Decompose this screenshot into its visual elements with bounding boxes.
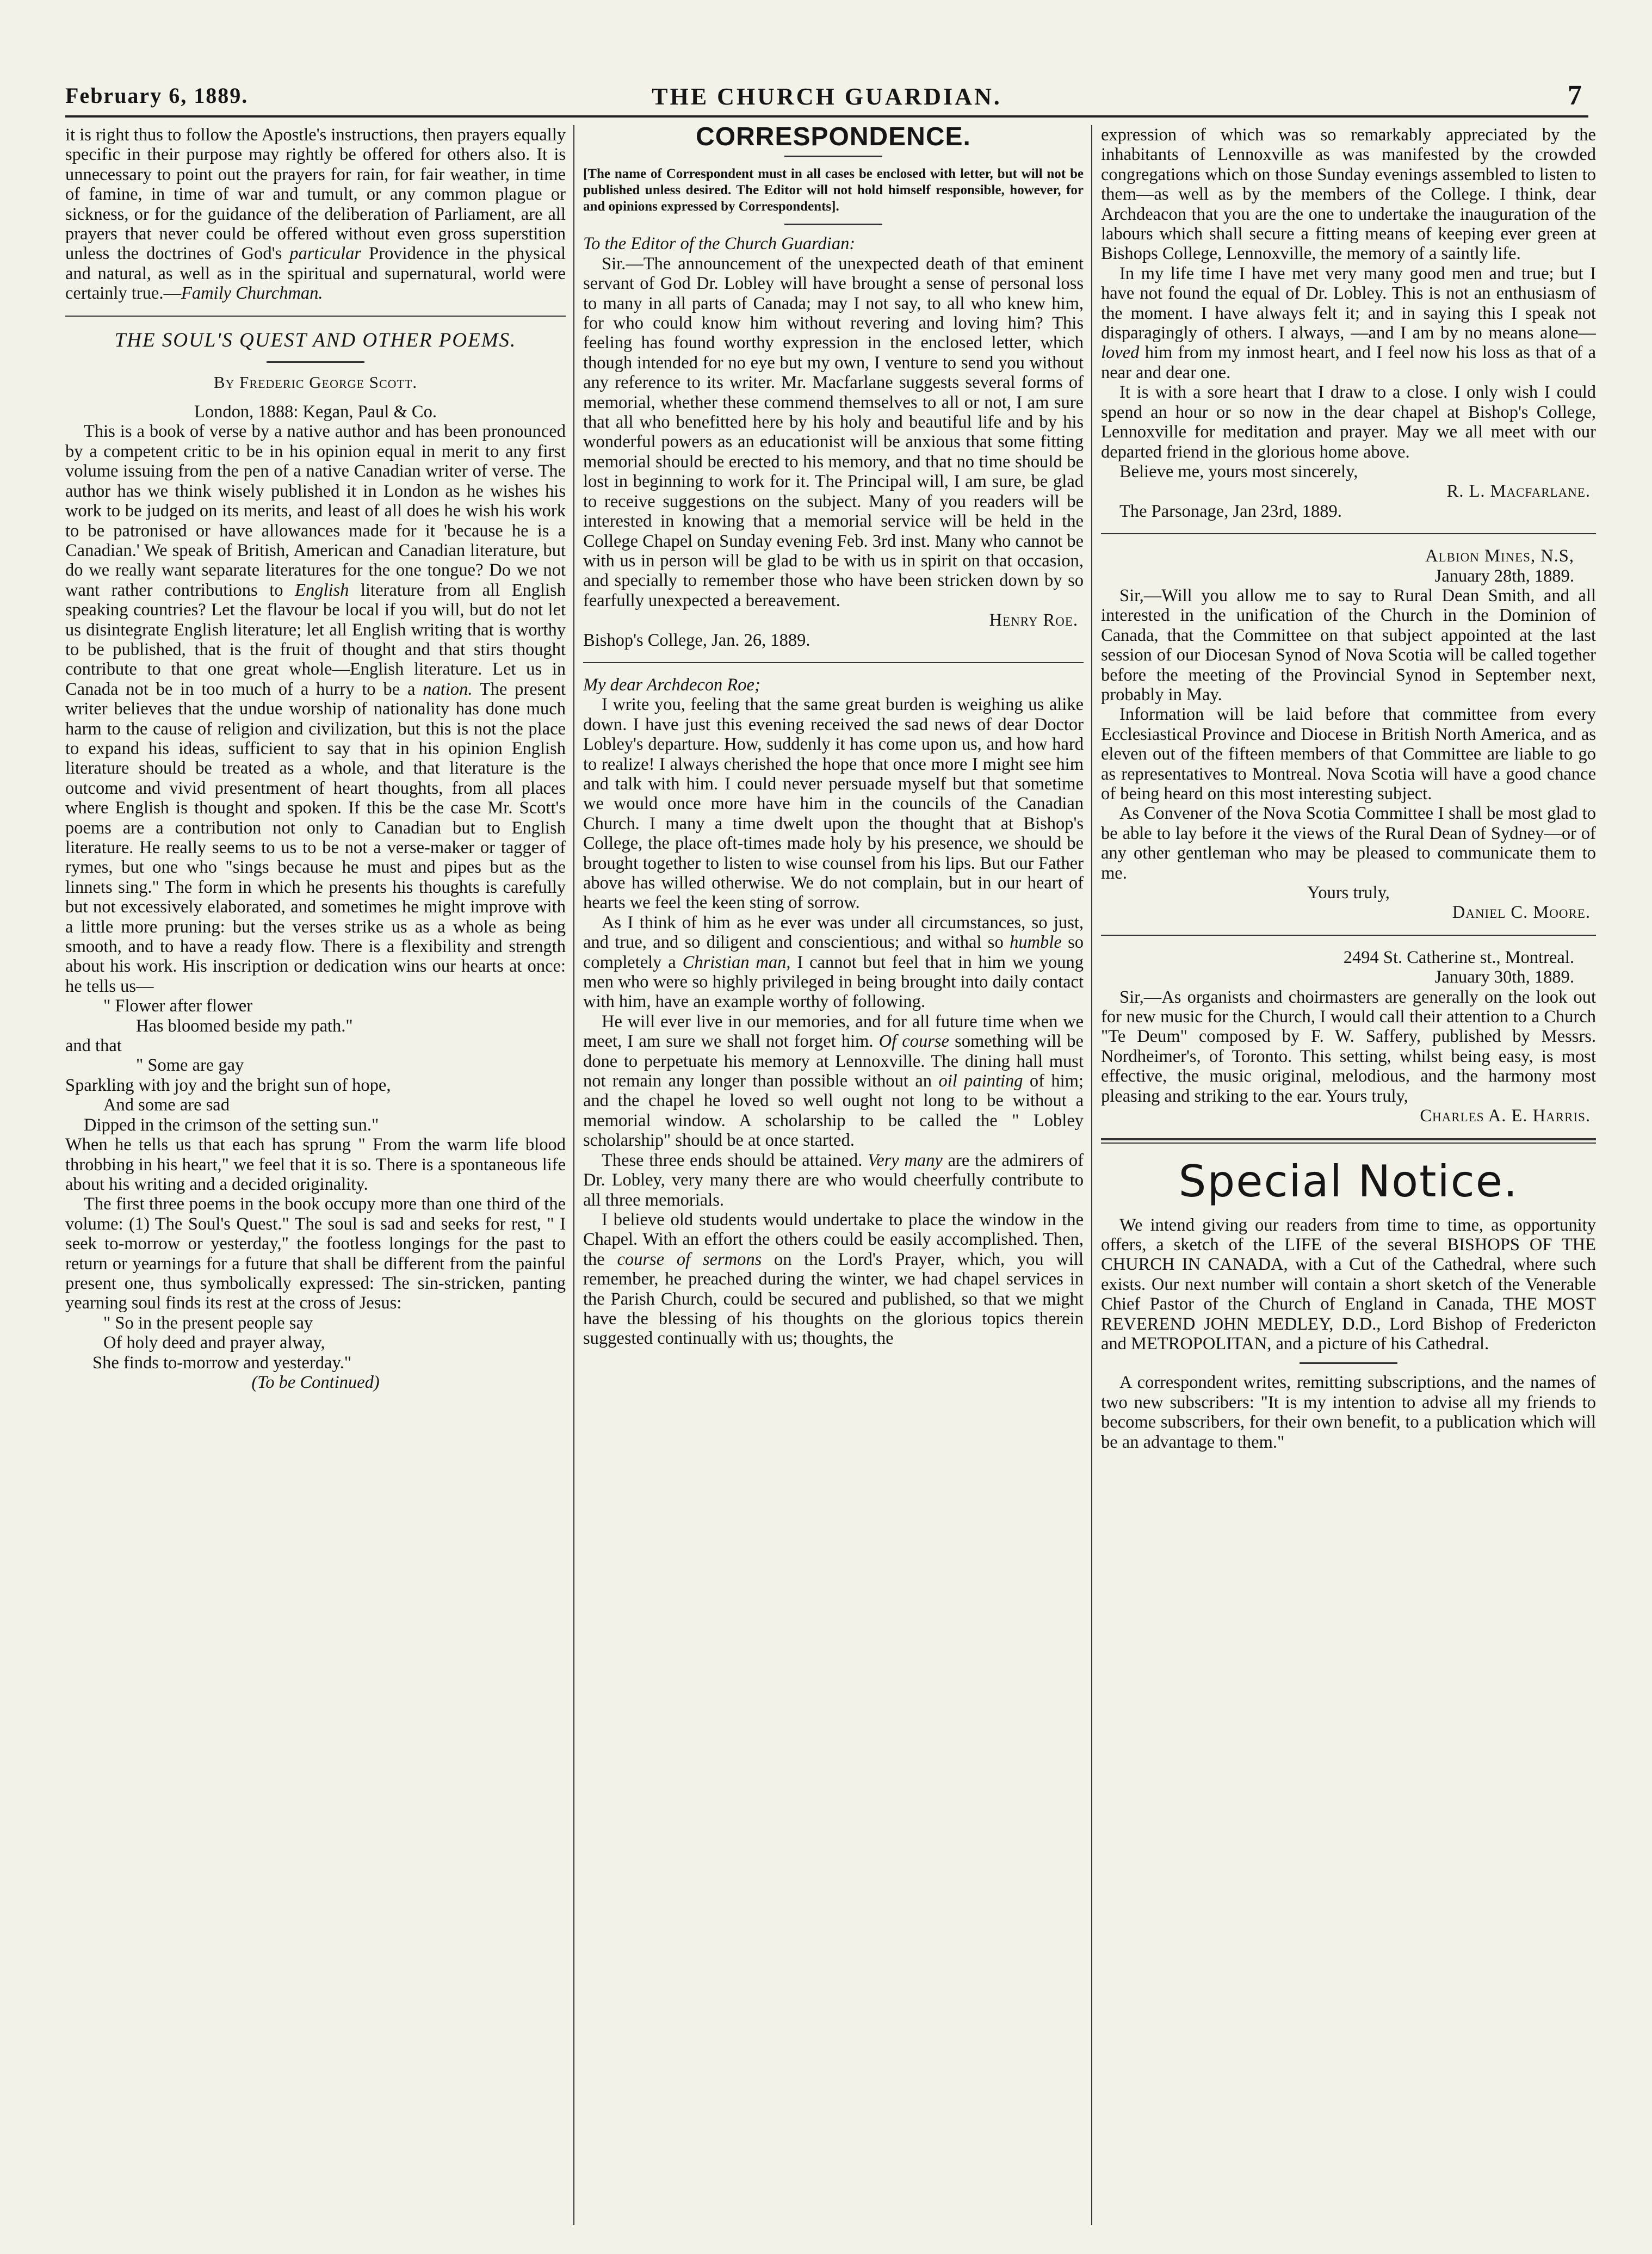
section-divider — [65, 316, 566, 317]
letter-date: January 30th, 1889. — [1434, 967, 1574, 987]
verse-line: She finds to-morrow and yesterday." — [92, 1353, 351, 1373]
letter-salutation: My dear Archdecon Roe; — [583, 675, 760, 695]
publisher-line: London, 1888: Kegan, Paul & Co. — [194, 402, 437, 422]
letter-paragraph: It is with a sore heart that I draw to a close. I only wish I could spend an hour or so now in the dear chapel at Bishop's College, Lennoxville for meditation and prayer. May we all meet with our departed friend in the glorious home above. — [1101, 382, 1596, 462]
verse-line: Sparkling with joy and the bright sun of hope, — [65, 1075, 391, 1095]
verse-line: " Flower after flower — [103, 996, 253, 1016]
letter-address: 2494 St. Catherine st., Montreal. — [1343, 947, 1574, 967]
letter-paragraph: In my life time I have met very many good men and true; but I have not found the equal of Dr. Lobley. This is not an enthusiasm of the moment. I have always felt it; and in saying this I speak not disparagingly of others. I always, —and I am by no means alone—loved him from my inmost heart, and I feel now his loss as that of a near and dear one. — [1101, 263, 1596, 382]
letter-paragraph: expression of which was so remarkably appreciated by the inhabitants of Lennoxville as was manifested by the crowded congregations which on those Sunday evenings assembled to listen to them—as well as by the members of the College. I think, dear Archdeacon that you are the one to undertake the inauguration of the labours which shall secure a fitting means of keeping ever green at Bishops College, Lennoxville, the memory of a saintly life. — [1101, 125, 1596, 264]
special-notice-paragraph: We intend giving our readers from time to time, as opportunity offers, a sketch of the LIFE of the several BISHOPS OF THE CHURCH IN CANADA, with a Cut of the Cathedral, where such exists. Our next number will contain a short sketch of the Venerable Chief Pastor of the Church of England in Canada, THE MOST REVEREND JOHN MEDLEY, D.D., Lord Bishop of Fredericton and METROPOLITAN, and a picture of his Cathedral. — [1101, 1215, 1596, 1354]
letter-closing: Believe me, yours most sincerely, — [1119, 461, 1358, 481]
heading-rule — [784, 156, 882, 157]
letter-place-date: Bishop's College, Jan. 26, 1889. — [583, 630, 810, 650]
column-left — [65, 125, 566, 2225]
letter-paragraph: Sir.—The announcement of the unexpected death of that eminent servant of God Dr. Lobley will have brought a sense of personal loss to many in all parts of Canada; may I not say, to all who knew him, for who could know him without revering and loving him? This feeling has found worthy expression in the enclosed letter, which though intended for no eye but my own, I venture to send you without any reference to its writer. Mr. Macfarlane suggests several forms of memorial, whether these commend themselves to all or not, I am sure that all who benefitted here by his holy and beautiful life and by his wonderful powers as an educationist will be anxious that some fitting memorial should be erected to his memory, and that no time should be lost in beginning to work for it. The Principal will, I am sure, be glad to receive suggestions on the subject. Many of you readers will be interested in knowing that a memorial service will be held in the College Chapel on Sunday evening Feb. 3rd inst. Many who cannot be with us in person will be glad to be with us in spirit on that occasion, and specially to remember those who have been stricken down by so fearfully unexpected a bereavement. — [583, 254, 1084, 610]
notice-divider — [1101, 1143, 1596, 1144]
letter-paragraph: As I think of him as he ever was under all circumstances, so just, and true, and so diligent and conscientious; and withal so humble so completely a Christian man, I cannot but feel that in him we young men who were so highly privileged in being brought into daily contact with him, have an example worthy of following. — [583, 912, 1084, 1012]
letter-paragraph: These three ends should be attained. Very many are the admirers of Dr. Lobley, very many there are who would cheerfully contribute to all three memorials. — [583, 1150, 1084, 1210]
letter-paragraph: I believe old students would undertake to place the window in the Chapel. With an effort the others could be easily accomplished. Then, the course of sermons on the Lord's Prayer, which, you will remember, he preached during the winter, we had chapel services in the Parish Church, could be secured and published, so that we might have the blessing of his thoughts on the glorious topics therein suggested continually with us; thoughts, the — [583, 1209, 1084, 1349]
letter-paragraph: As Convener of the Nova Scotia Committee I shall be most glad to be able to lay before it the views of the Rural Dean of Sydney—or of any other gentleman who may be pleased to communicate them to me. — [1101, 804, 1596, 883]
masthead — [65, 76, 1588, 118]
letter-address: Albion Mines, N.S, — [1425, 546, 1574, 566]
intro-paragraph: it is right thus to follow the Apostle's instructions, then prayers equally specific in their purpose may rightly be offered for others also. It is unnecessary to point out the prayers for rain, for fair weather, in time of famine, in time of war and tumult, or any common plague or sickness, or for the guidance of the deliberation of Parliament, are all prayers that never could be offered without even gross superstition unless the doctrines of God's particular Providence in the physical and natural, as well as in the spiritual and supernatural, world were certainly true.—Family Churchman. — [65, 125, 566, 304]
letter-signature: Charles A. E. Harris. — [1420, 1106, 1591, 1126]
verse-line: " So in the present people say — [103, 1313, 313, 1333]
special-notice-heading: Special Notice. — [1178, 1156, 1519, 1207]
letter-paragraph: Sir,—Will you allow me to say to Rural Dean Smith, and all interested in the unification of the Church in the Dominion of Canada, that the Committee on that subject appointed at the last session of our Diocesan Synod of Nova Scotia will be called together before the meeting of the Provincial Synod in September next, probably in May. — [1101, 585, 1596, 705]
letter-closing: Yours truly, — [1307, 883, 1390, 903]
review-paragraph-1: This is a book of verse by a native author and has been pronounced by a competent critic to be in his opinion equal in merit to any first volume issuing from the pen of a native Canadian writer of verse. The author has we think wisely published it in London as he wishes his work to be judged on its merits, and least of all does he wish his work to be patronised or have allowances made for it 'because he is a Canadian.' We speak of British, American and Canadian literature, but do we really want separate literatures for the one tongue? Do we not want rather contributions to English literature from all English speaking countries? Let the flavour be local if you will, but do not let us disintegrate English literature; let all English writing that is worthy to be published, that is the fruit of thought and that stirs thought contribute to that one great whole—English literature. Let us in Canada not be in too much of a hurry to be a nation. The present writer believes that the undue worship of nationality has done much harm to the cause of religion and civilization, but this is not the place to expand his ideas, sufficient to say that in his opinion English literature should be treated as a whole, and that literature is the outcome and vivid presentment of heart thoughts, from all places where English is thought and spoken. If this be the case Mr. Scott's poems are a contribution not only to Canadian but to English literature. He really seems to us to be not a verse-maker or tagger of rymes, but one who "sings because he must and pipes but as the linnets sing." The form in which he presents his thoughts is carefully but not excessively elaborated, and sometimes he might improve with a little more pruning: but the verses strike us as a whole as being smooth, and to have a ready flow. There is a flexibility and strength about his work. His inscription or dedication wins our hearts at once: he tells us— — [65, 422, 566, 996]
correspondence-heading: CORRESPONDENCE. — [696, 125, 971, 151]
letter-divider — [1101, 935, 1596, 936]
newspaper-title: THE CHURCH GUARDIAN. — [652, 83, 1002, 110]
letter-divider — [583, 662, 1084, 663]
column-rule-2 — [1091, 125, 1092, 2225]
verse-line: Dipped in the crimson of the setting sun." — [84, 1115, 379, 1135]
verse-line: Of holy deed and prayer alway, — [103, 1333, 325, 1353]
notice-rule — [784, 224, 882, 225]
letter-divider — [1101, 533, 1596, 534]
review-paragraph-3: The first three poems in the book occupy more than one third of the volume: (1) The Soul's Quest." The soul is sad and seeks for rest, " I seek to-morrow or yesterday," the footless longings for the past to return or yearnings for a future that shall be different from the painful present one, thus symbolically expressed: The sin-stricken, panting yearning soul finds its rest at the cross of Jesus: — [65, 1194, 566, 1313]
editor-notice: [The name of Correspondent must in all cases be enclosed with letter, but will not be published unless desired. The Editor will not hold himself responsible, however, for and opinions expressed by Correspondents]. — [583, 166, 1084, 214]
special-notice-paragraph: A correspondent writes, remitting subscriptions, and the names of two new subscribers: "It is my intention to advise all my friends to become subscribers, for their own benefit, to a publication which will be an advantage to them." — [1101, 1373, 1596, 1452]
verse-line: Has bloomed beside my path." — [136, 1016, 353, 1036]
issue-date: February 6, 1889. — [65, 83, 249, 108]
letter-signature: Daniel C. Moore. — [1452, 903, 1591, 923]
letter-date: January 28th, 1889. — [1434, 566, 1574, 586]
notice-divider — [1101, 1138, 1596, 1140]
notice-rule — [1300, 1362, 1397, 1364]
column-right — [1101, 125, 1596, 2225]
review-paragraph-2: When he tells us that each has sprung " From the warm life blood throbbing in his heart," we feel that it is so. There is a spontaneous life about his writing and a decided originality. — [65, 1135, 566, 1194]
verse-connector: and that — [65, 1036, 122, 1056]
title-rule — [267, 361, 364, 363]
column-rule-1 — [573, 125, 574, 2225]
letter-paragraph: Information will be laid before that committee from every Ecclesiastical Province and Diocese in British North America, and as eleven out of the fifteen members of that Committee are liable to go as representatives to Montreal. Nova Scotia will have a good chance of being heard on this most interesting subject. — [1101, 705, 1596, 804]
letter-salutation: To the Editor of the Church Guardian: — [583, 234, 856, 254]
letter-signature: R. L. Macfarlane. — [1446, 481, 1591, 502]
review-byline: By Frederic George Scott. — [213, 372, 418, 392]
review-title: THE SOUL'S QUEST AND OTHER POEMS. — [114, 329, 517, 351]
verse-line: " Some are gay — [136, 1055, 244, 1076]
letter-paragraph: He will ever live in our memories, and for all future time when we meet, I am sure we shall not forget him. Of course something will be done to perpetuate his memory at Lennoxville. The dining hall must not remain any longer than possible without an oil painting of him; and the chapel he loved so well ought not long to be without a memorial window. A scholarship to be called the " Lobley scholarship" should be at once started. — [583, 1011, 1084, 1151]
letter-place-date: The Parsonage, Jan 23rd, 1889. — [1119, 501, 1342, 521]
letter-paragraph: Sir,—As organists and choirmasters are generally on the look out for new music for the Church, I would call their attention to a Church "Te Deum" composed by F. W. Saffery, published by Messrs. Nordheimer's, of Toronto. This setting, whilst being easy, is most effective, the music original, melodious, and the harmony most pleasing and striking to the ear. Yours truly, — [1101, 987, 1596, 1106]
letter-signature: Henry Roe. — [989, 610, 1078, 631]
verse-line: And some are sad — [103, 1095, 230, 1115]
letter-paragraph: I write you, feeling that the same great burden is weighing us alike down. I have just this evening received the sad news of dear Doctor Lobley's departure. How, suddenly it has come upon us, and how hard to realize! I always cherished the hope that once more I might see him and talk with him. I could never persuade myself but that sometime we would once more have him in the councils of the Canadian Church. I many a time dwelt upon the thought that at Bishop's College, the place oft-times made holy by his presence, we should be brought together to listen to wise counsel from his lips. But our Father above has willed otherwise. We do not complain, but in our heart of hearts we feel the keen sting of sorrow. — [583, 695, 1084, 913]
page-number: 7 — [1568, 80, 1583, 111]
continued-note: (To be Continued) — [251, 1372, 380, 1392]
column-middle — [583, 125, 1084, 2225]
